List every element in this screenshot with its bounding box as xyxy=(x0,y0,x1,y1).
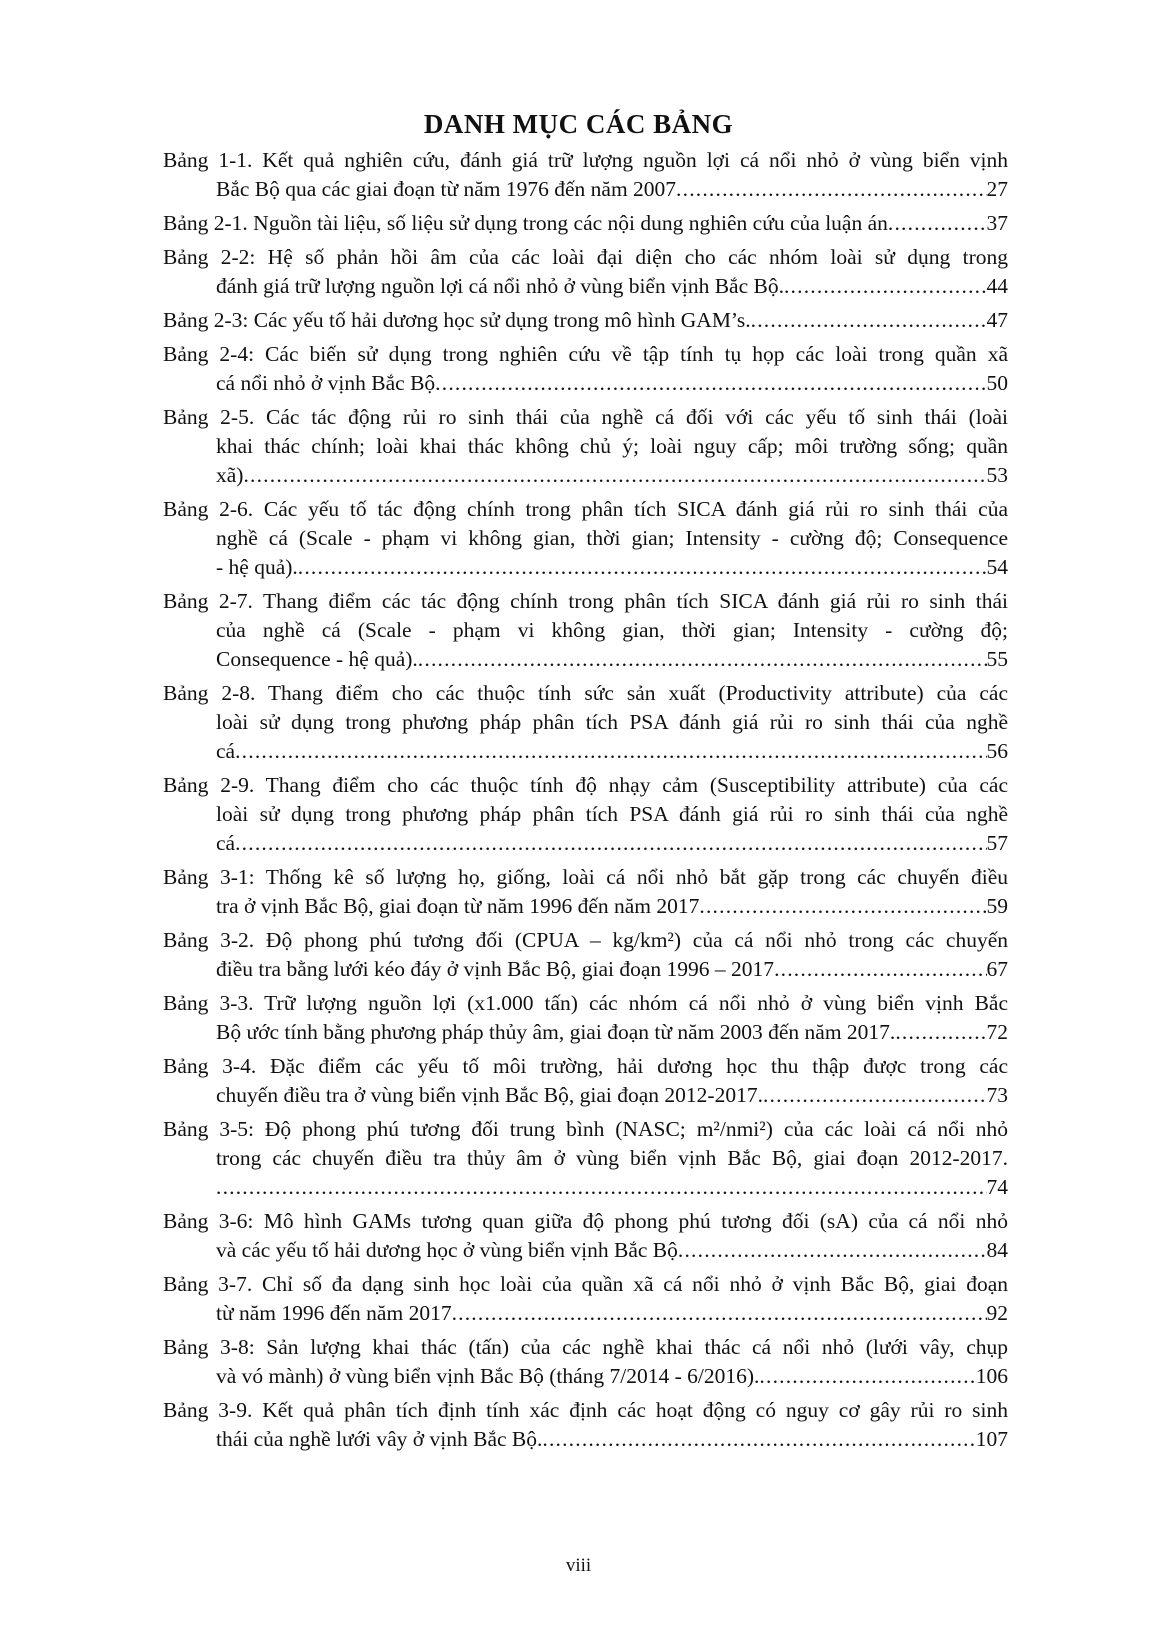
toc-entry-last-line xyxy=(163,1299,1008,1328)
toc-entry[interactable] xyxy=(163,989,1008,1047)
toc-entry-last-line xyxy=(163,369,1008,398)
toc-entry[interactable] xyxy=(163,209,1008,238)
toc-entry[interactable] xyxy=(163,1396,1008,1454)
toc-entry-text: xã) xyxy=(216,463,244,487)
toc-entry-last-line xyxy=(163,461,1008,490)
toc-entry-last-line xyxy=(163,175,1008,204)
toc-entry-text: Bảng 2-7. Thang điểm các tác động chính trong phân tích SICA đánh giá rủi ro sinh thái xyxy=(163,589,1008,613)
toc-entry-text: Bảng 3-2. Độ phong phú tương đối (CPUA – kg/km²) của cá nổi nhỏ trong các chuyến xyxy=(163,928,1008,952)
dot-leader xyxy=(759,1362,975,1391)
toc-page-number: 67 xyxy=(986,957,1008,981)
table-of-tables xyxy=(163,146,1008,1459)
toc-entry-last-line xyxy=(163,1173,1008,1202)
toc-entry-text: Bảng 1-1. Kết quả nghiên cứu, đánh giá trữ lượng nguồn lợi cá nổi nhỏ ở vùng biển vịnh xyxy=(163,148,1008,172)
toc-entry[interactable] xyxy=(163,243,1008,301)
toc-entry[interactable] xyxy=(163,1115,1008,1202)
dot-leader xyxy=(699,892,986,921)
toc-page-number: 44 xyxy=(986,274,1008,298)
dot-leader xyxy=(678,1236,987,1265)
toc-page-number: 50 xyxy=(986,371,1008,395)
toc-entry[interactable] xyxy=(163,771,1008,858)
toc-entry-last-line xyxy=(163,1081,1008,1110)
toc-entry[interactable] xyxy=(163,340,1008,398)
toc-entry[interactable] xyxy=(163,403,1008,490)
toc-entry-last-line xyxy=(163,1018,1008,1047)
dot-leader xyxy=(774,955,986,984)
toc-entry-text: thái của nghề lưới vây ở vịnh Bắc Bộ. xyxy=(216,1427,543,1451)
toc-page-number: 27 xyxy=(986,177,1008,201)
dot-leader xyxy=(751,306,987,335)
toc-entry-last-line xyxy=(163,645,1008,674)
toc-entry[interactable] xyxy=(163,1333,1008,1391)
toc-entry-text: cá xyxy=(216,739,236,763)
toc-entry-text: Bảng 3-4. Đặc điểm các yếu tố môi trường, hải dương học thu thập được trong các xyxy=(163,1054,1008,1078)
toc-entry-text: của nghề cá (Scale - phạm vi không gian, thời gian; Intensity - cường độ; xyxy=(216,618,1008,642)
toc-entry-last-line xyxy=(163,892,1008,921)
toc-entry-text: Bảng 3-1: Thống kê số lượng họ, giống, loài cá nổi nhỏ bắt gặp trong các chuyến điều xyxy=(163,865,1008,889)
dot-leader xyxy=(298,553,987,582)
toc-entry-text: Bảng 3-9. Kết quả phân tích định tính xác định các hoạt động có nguy cơ gây rủi ro sinh xyxy=(163,1398,1008,1422)
toc-entry-text: điều tra bằng lưới kéo đáy ở vịnh Bắc Bộ, giai đoạn 1996 – 2017 xyxy=(216,957,775,981)
toc-entry-text: và các yếu tố hải dương học ở vùng biển vịnh Bắc Bộ xyxy=(216,1238,678,1262)
toc-entry-last-line xyxy=(163,1362,1008,1391)
toc-page-number: 37 xyxy=(986,211,1008,235)
toc-entry[interactable] xyxy=(163,146,1008,204)
toc-entry-text: Bộ ước tính bằng phương pháp thủy âm, giai đoạn từ năm 2003 đến năm 2017. xyxy=(216,1020,896,1044)
toc-entry-last-line xyxy=(163,955,1008,984)
toc-page-number: 56 xyxy=(986,739,1008,763)
toc-page-number: 92 xyxy=(986,1301,1008,1325)
toc-entry[interactable] xyxy=(163,1270,1008,1328)
toc-entry-text: trong các chuyến điều tra thủy âm ở vùng biển vịnh Bắc Bộ, giai đoạn 2012-2017. xyxy=(216,1146,1008,1170)
toc-entry-text: tra ở vịnh Bắc Bộ, giai đoạn từ năm 1996 đến năm 2017 xyxy=(216,894,700,918)
toc-entry[interactable] xyxy=(163,863,1008,921)
toc-entry-text: Bảng 2-9. Thang điểm cho các thuộc tính độ nhạy cảm (Susceptibility attribute) của các xyxy=(163,773,1008,797)
dot-leader xyxy=(784,272,987,301)
toc-entry-text: từ năm 1996 đến năm 2017 xyxy=(216,1301,452,1325)
toc-page-number: 84 xyxy=(986,1238,1008,1262)
page-number: viii xyxy=(565,1555,592,1576)
toc-entry-text: Bảng 3-6: Mô hình GAMs tương quan giữa độ phong phú tương đối (sA) của cá nổi nhỏ xyxy=(163,1209,1008,1233)
toc-entry-text: Bảng 3-8: Sản lượng khai thác (tấn) của các nghề khai thác cá nổi nhỏ (lưới vây, chụp xyxy=(163,1335,1008,1359)
toc-page-number: 47 xyxy=(986,308,1008,332)
toc-entry-text: Bảng 2-8. Thang điểm cho các thuộc tính sức sản xuất (Productivity attribute) của các xyxy=(163,681,1008,705)
dot-leader xyxy=(676,175,986,204)
toc-entry-text: Bảng 3-3. Trữ lượng nguồn lợi (x1.000 tấn) các nhóm cá nổi nhỏ ở vùng biển vịnh Bắc xyxy=(163,991,1008,1015)
toc-entry-text: Bảng 3-5: Độ phong phú tương đối trung bình (NASC; m²/nmi²) của các loài cá nổi nhỏ xyxy=(163,1117,1008,1141)
toc-entry[interactable] xyxy=(163,306,1008,335)
toc-entry-last-line xyxy=(163,272,1008,301)
toc-page-number: 106 xyxy=(975,1364,1008,1388)
toc-entry[interactable] xyxy=(163,587,1008,674)
toc-page-number: 53 xyxy=(986,463,1008,487)
toc-entry-text: đánh giá trữ lượng nguồn lợi cá nổi nhỏ ở vùng biển vịnh Bắc Bộ. xyxy=(216,274,784,298)
toc-entry[interactable] xyxy=(163,1052,1008,1110)
toc-entry-last-line xyxy=(163,1236,1008,1265)
page-title: DANH MỤC CÁC BẢNG xyxy=(423,109,734,139)
toc-page-number: 57 xyxy=(986,831,1008,855)
dot-leader xyxy=(542,1425,975,1454)
toc-page-number: 74 xyxy=(986,1175,1008,1199)
toc-entry-last-line xyxy=(163,209,1008,238)
toc-entry[interactable] xyxy=(163,1207,1008,1265)
dot-leader xyxy=(895,1018,986,1047)
dot-leader xyxy=(763,1081,987,1110)
toc-entry-text: Bảng 2-4: Các biến sử dụng trong nghiên cứu về tập tính tụ họp các loài trong quần xã xyxy=(163,342,1008,366)
toc-entry[interactable] xyxy=(163,926,1008,984)
toc-page-number: 55 xyxy=(986,647,1008,671)
toc-entry-text: Bảng 2-5. Các tác động rủi ro sinh thái của nghề cá đối với các yếu tố sinh thái (loài xyxy=(163,405,1008,429)
toc-entry-text: cá xyxy=(216,831,236,855)
toc-entry-text: và vó mành) ở vùng biển vịnh Bắc Bộ (tháng 7/2014 - 6/2016). xyxy=(216,1364,760,1388)
toc-entry-last-line xyxy=(163,306,1008,335)
toc-entry[interactable] xyxy=(163,495,1008,582)
toc-entry-text: Bảng 2-1. Nguồn tài liệu, số liệu sử dụng trong các nội dung nghiên cứu của luận án xyxy=(163,211,888,235)
dot-leader xyxy=(235,829,986,858)
toc-page-number: 73 xyxy=(986,1083,1008,1107)
toc-entry[interactable] xyxy=(163,679,1008,766)
toc-entry-last-line xyxy=(163,829,1008,858)
toc-entry-last-line xyxy=(163,553,1008,582)
dot-leader xyxy=(216,1173,987,1202)
toc-entry-text: Bảng 2-3: Các yếu tố hải dương học sử dụng trong mô hình GAM’s. xyxy=(163,308,751,332)
toc-entry-last-line xyxy=(163,1425,1008,1454)
toc-entry-text: cá nổi nhỏ ở vịnh Bắc Bộ xyxy=(216,371,436,395)
toc-page-number: 72 xyxy=(986,1020,1008,1044)
dot-leader xyxy=(418,645,987,674)
toc-entry-text: - hệ quả). xyxy=(216,555,298,579)
toc-entry-text: khai thác chính; loài khai thác không chủ ý; loài nguy cấp; môi trường sống; quần xyxy=(216,434,1008,458)
toc-page-number: 107 xyxy=(975,1427,1008,1451)
dot-leader xyxy=(888,209,987,238)
toc-entry-text: loài sử dụng trong phương pháp phân tích PSA đánh giá rủi ro sinh thái của nghề xyxy=(216,802,1008,826)
toc-entry-last-line xyxy=(163,737,1008,766)
toc-page-number: 59 xyxy=(986,894,1008,918)
toc-entry-text: nghề cá (Scale - phạm vi không gian, thời gian; Intensity - cường độ; Consequence xyxy=(216,526,1008,550)
toc-entry-text: Bắc Bộ qua các giai đoạn từ năm 1976 đến năm 2007 xyxy=(216,177,677,201)
toc-page-number: 54 xyxy=(986,555,1008,579)
dot-leader xyxy=(235,737,986,766)
dot-leader xyxy=(243,461,986,490)
toc-entry-text: Bảng 2-6. Các yếu tố tác động chính trong phân tích SICA đánh giá rủi ro sinh thái của xyxy=(163,497,1008,521)
dot-leader xyxy=(452,1299,987,1328)
toc-entry-text: Bảng 3-7. Chỉ số đa dạng sinh học loài của quần xã cá nổi nhỏ ở vịnh Bắc Bộ, giai đoạn xyxy=(163,1272,1008,1296)
dot-leader xyxy=(435,369,986,398)
toc-entry-text: chuyến điều tra ở vùng biển vịnh Bắc Bộ, giai đoạn 2012-2017. xyxy=(216,1083,763,1107)
toc-entry-text: loài sử dụng trong phương pháp phân tích PSA đánh giá rủi ro sinh thái của nghề xyxy=(216,710,1008,734)
toc-entry-text: Consequence - hệ quả). xyxy=(216,647,418,671)
toc-entry-text: Bảng 2-2: Hệ số phản hồi âm của các loài đại diện cho các nhóm loài sử dụng trong xyxy=(163,245,1008,269)
